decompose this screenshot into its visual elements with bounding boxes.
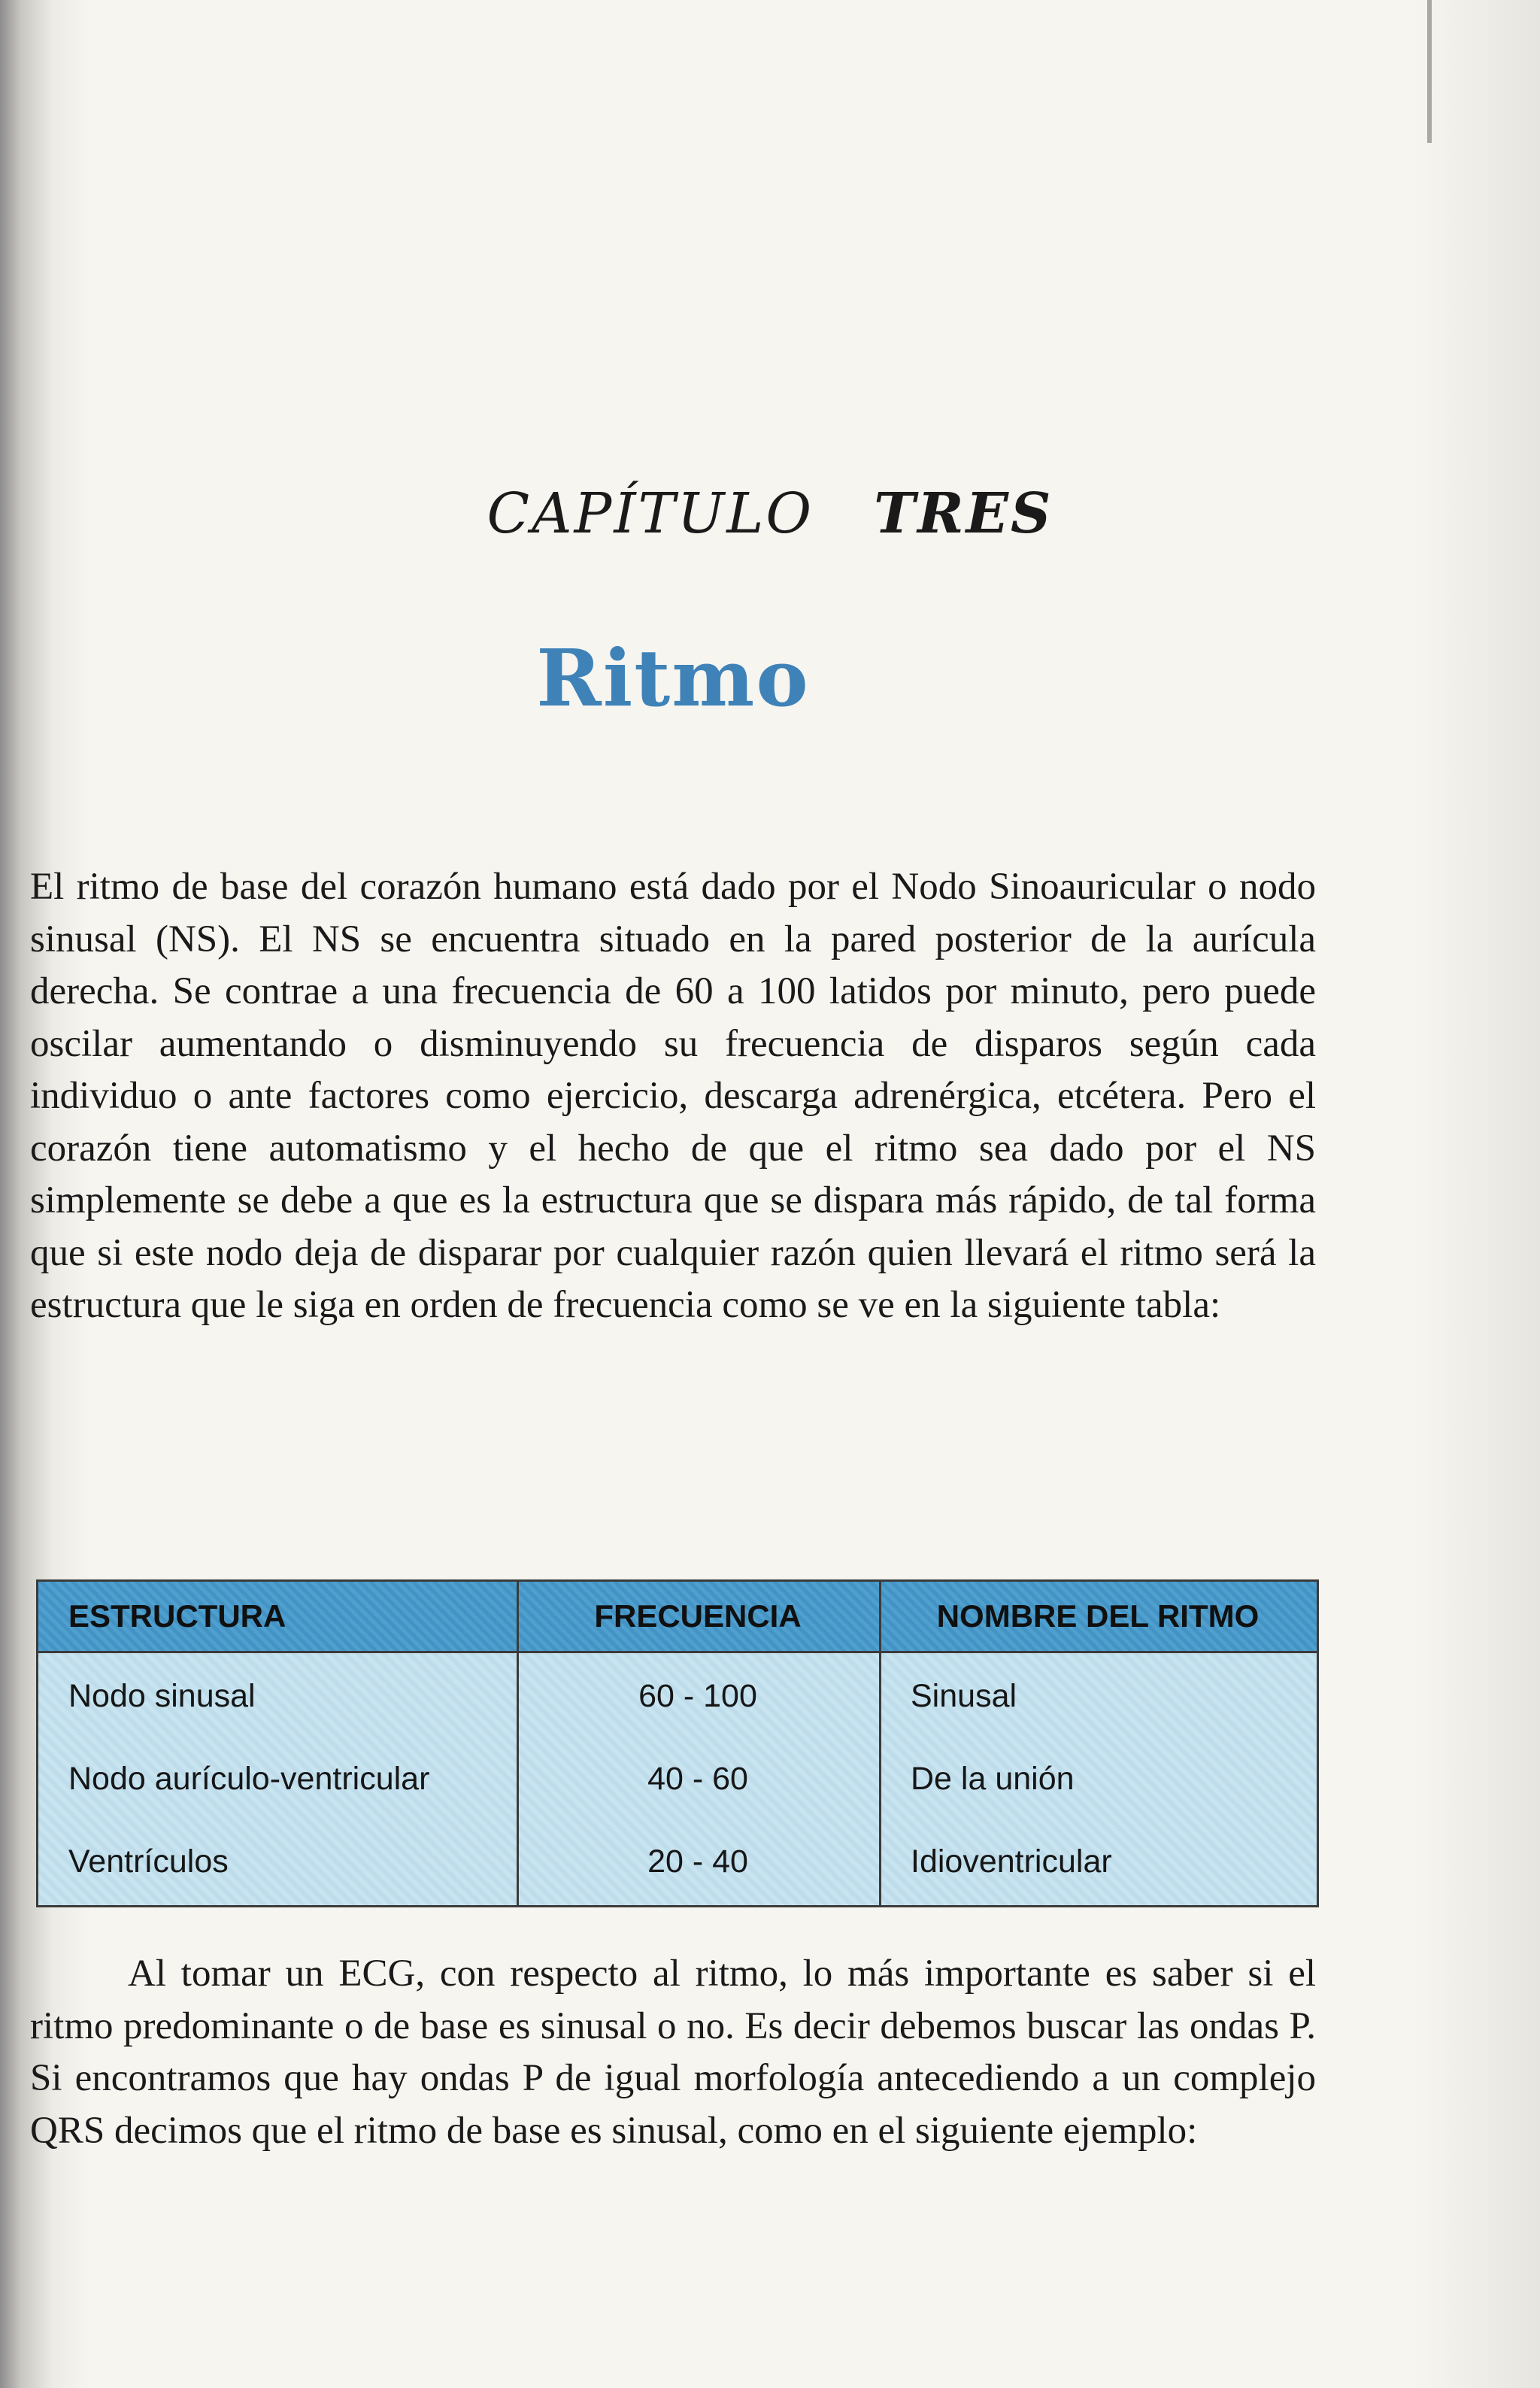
table-cell-frequency: 60 - 100 — [638, 1678, 757, 1714]
chapter-number-word: TRES — [874, 481, 1053, 546]
table-header-structure: ESTRUCTURA — [68, 1598, 286, 1634]
table-header-rhythm-name: NOMBRE DEL RITMO — [936, 1598, 1260, 1634]
rhythm-table — [36, 1579, 1319, 1907]
table-cell-rhythm-name: Sinusal — [911, 1678, 1017, 1714]
table-cell-structure: Nodo sinusal — [68, 1678, 256, 1714]
table-cell-rhythm-name: Idioventricular — [911, 1843, 1112, 1880]
page-edge-shadow — [1427, 0, 1432, 143]
table-cell-frequency: 20 - 40 — [647, 1843, 748, 1880]
chapter-label — [0, 481, 1540, 546]
table-cell-frequency: 40 - 60 — [647, 1761, 748, 1797]
table-cell-rhythm-name: De la unión — [911, 1761, 1075, 1797]
ecg-paragraph: Al tomar un ECG, con respecto al ritmo, lo más importante es saber si el ritmo predominante o de base es sinusal o no. Es decir debemos buscar las ondas P. Si encontramos que hay ondas P de igual morfología antecediendo a un complejo QRS decimos que el ritmo de base es sinusal, como en el siguiente ejemplo: — [30, 1953, 1316, 2152]
table-header-frequency: FRECUENCIA — [594, 1598, 802, 1634]
table-cell-structure: Ventrículos — [68, 1843, 229, 1880]
chapter-label-word: CAPÍTULO — [487, 481, 814, 546]
intro-paragraph: El ritmo de base del corazón humano está dado por el Nodo Sinoauricular o nodo sinusal (NS). El NS se encuentra situado en la pared posterior de la aurícula derecha. Se contrae a una frecuencia de 60 a 100 latidos por minuto, pero puede oscilar aumentando o disminuyendo su frecuencia de disparos según cada individuo o ante factores como ejercicio, descarga adrenérgica, etcétera. Pero el corazón tiene automatismo y el hecho de que el ritmo sea dado por el NS simplemente se debe a que es la estructura que se dispara más rápido, de tal forma que si este nodo deja de disparar por cualquier razón quien llevará el ritmo será la estructura que le siga en orden de frecuencia como se ve en la siguiente tabla: — [30, 866, 1316, 1326]
table-cell-structure: Nodo aurículo-ventricular — [68, 1761, 430, 1797]
chapter-title: Ritmo — [536, 632, 810, 724]
